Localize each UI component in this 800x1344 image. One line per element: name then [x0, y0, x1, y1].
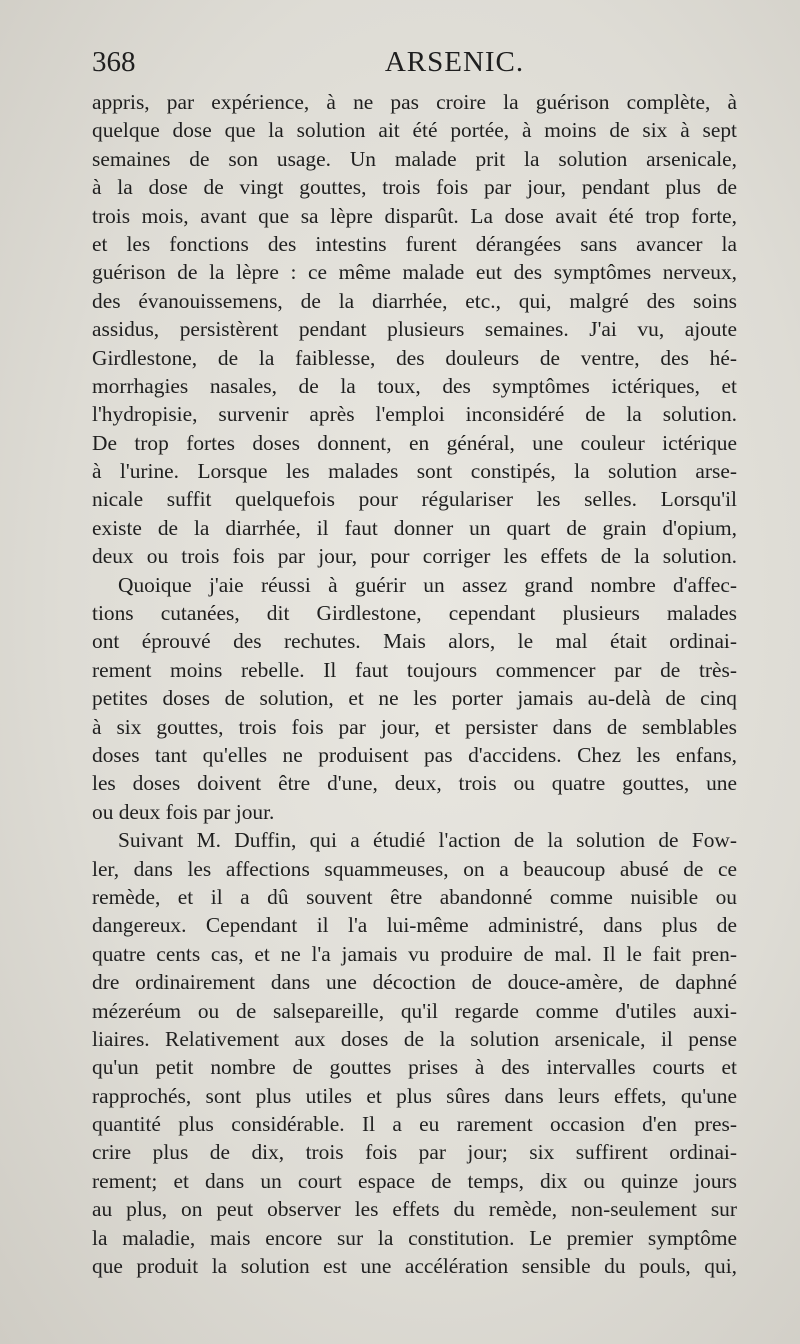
text-line: à la dose de vingt gouttes, trois fois par jour, pendant plus de — [92, 175, 737, 200]
paragraph-start-line: Suivant M. Duffin, qui a étudié l'action de la solution de Fow- — [118, 828, 737, 853]
text-line: tions cutanées, dit Girdlestone, cependant plusieurs malades — [92, 601, 737, 626]
paragraph-end-line: ou deux fois par jour. — [92, 799, 275, 824]
text-line: ont éprouvé des rechutes. Mais alors, le mal était ordinai- — [92, 629, 737, 654]
text-line: quantité plus considérable. Il a eu rarement occasion d'en pres- — [92, 1112, 737, 1137]
text-line: dangereux. Cependant il l'a lui-même administré, dans plus de — [92, 913, 737, 938]
text-line: rement moins rebelle. Il faut toujours commencer par de très- — [92, 657, 737, 682]
text-line: à l'urine. Lorsque les malades sont constipés, la solution arse- — [92, 459, 737, 484]
text-line: quatre cents cas, et ne l'a jamais vu produire de mal. Il le fait pren- — [92, 941, 737, 966]
text-line: De trop fortes doses donnent, en général, une couleur ictérique — [92, 430, 737, 455]
text-line: que produit la solution est une accélération sensible du pouls, qui, — [92, 1254, 737, 1279]
text-line: ler, dans les affections squammeuses, on a beaucoup abusé de ce — [92, 856, 737, 881]
text-line: l'hydropisie, survenir après l'emploi inconsidéré de la solution. — [92, 402, 737, 427]
text-line: assidus, persistèrent pendant plusieurs semaines. J'ai vu, ajoute — [92, 317, 737, 342]
text-line: dre ordinairement dans une décoction de douce-amère, de daphné — [92, 970, 737, 995]
text-line: doses tant qu'elles ne produisent pas d'accidens. Chez les enfans, — [92, 742, 737, 767]
text-line: appris, par expérience, à ne pas croire la guérison complète, à — [92, 90, 737, 114]
text-line: des évanouissemens, de la diarrhée, etc., qui, malgré des soins — [92, 288, 737, 313]
text-line: qu'un petit nombre de gouttes prises à des intervalles courts et — [92, 1055, 737, 1080]
page-header — [92, 46, 737, 86]
text-line: crire plus de dix, trois fois par jour; six suffirent ordinai- — [92, 1140, 737, 1165]
running-title: ARSENIC. — [384, 46, 525, 78]
text-line: existe de la diarrhée, il faut donner un quart de grain d'opium, — [92, 515, 737, 540]
text-line: quelque dose que la solution ait été portée, à moins de six à sept — [92, 118, 737, 143]
text-line: au plus, on peut observer les effets du remède, non-seulement sur — [92, 1197, 737, 1222]
text-line: rement; et dans un court espace de temps, dix ou quinze jours — [92, 1168, 737, 1193]
text-line: trois mois, avant que sa lèpre disparût. La dose avait été trop forte, — [92, 203, 737, 228]
page-number: 368 — [92, 46, 136, 78]
text-line: remède, et il a dû souvent être abandonné comme nuisible ou — [92, 884, 737, 909]
text-line: semaines de son usage. Un malade prit la solution arsenicale, — [92, 146, 737, 171]
text-line: et les fonctions des intestins furent dérangées sans avancer la — [92, 231, 737, 256]
text-line: nicale suffit quelquefois pour régulariser les selles. Lorsqu'il — [92, 487, 737, 512]
text-line: à six gouttes, trois fois par jour, et persister dans de semblables — [92, 714, 737, 739]
body-text — [92, 88, 737, 1280]
text-line: petites doses de solution, et ne les porter jamais au-delà de cinq — [92, 686, 737, 711]
text-line: la maladie, mais encore sur la constitution. Le premier symptôme — [92, 1225, 737, 1250]
paragraph-start-line: Quoique j'aie réussi à guérir un assez grand nombre d'affec- — [118, 572, 737, 597]
text-line: guérison de la lèpre : ce même malade eut des symptômes nerveux, — [92, 260, 737, 285]
text-line: deux ou trois fois par jour, pour corriger les effets de la solution. — [92, 544, 737, 569]
text-line: morrhagies nasales, de la toux, des symptômes ictériques, et — [92, 373, 737, 398]
text-line: mézeréum ou de salsepareille, qu'il regarde comme d'utiles auxi- — [92, 998, 737, 1023]
text-line: Girdlestone, de la faiblesse, des douleurs de ventre, des hé- — [92, 345, 737, 370]
text-line: liaires. Relativement aux doses de la solution arsenicale, il pense — [92, 1026, 737, 1051]
text-line: les doses doivent être d'une, deux, trois ou quatre gouttes, une — [92, 771, 737, 796]
text-line: rapprochés, sont plus utiles et plus sûres dans leurs effets, qu'une — [92, 1083, 737, 1108]
